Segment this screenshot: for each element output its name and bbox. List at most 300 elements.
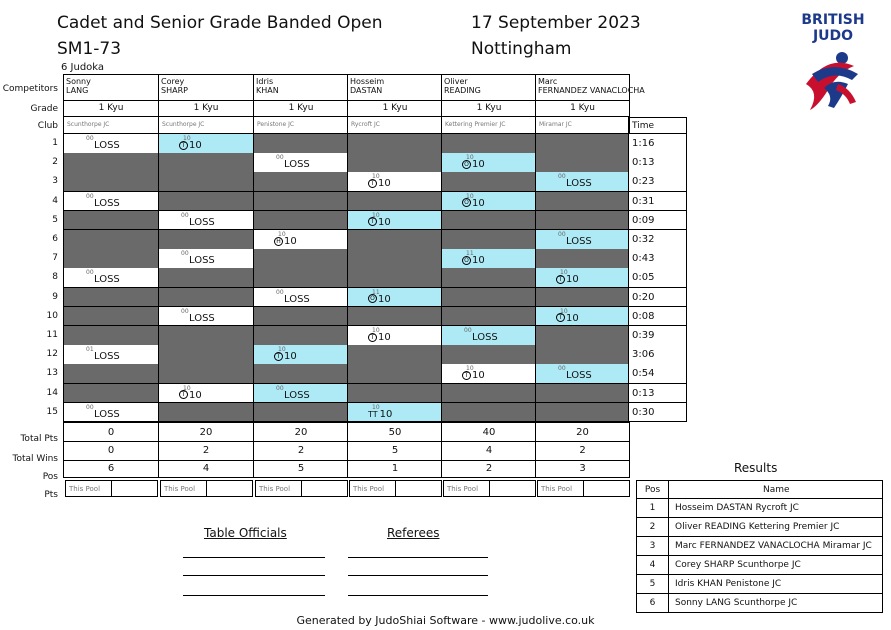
- blocked-cell: [158, 153, 253, 173]
- technique-icon: T: [556, 275, 565, 284]
- match-time: 0:08: [628, 307, 687, 327]
- position: 1: [347, 461, 442, 478]
- score-cell: [535, 172, 630, 192]
- total-points: 40: [441, 422, 536, 442]
- score-cell: [158, 134, 253, 154]
- blocked-cell: [253, 364, 348, 384]
- competitor-last-name: SHARP: [161, 86, 188, 95]
- score-cell: [441, 249, 536, 269]
- technique-icon: H: [274, 237, 283, 246]
- score-result: [189, 313, 215, 324]
- competitor-grade: 1 Kyu: [347, 101, 442, 117]
- match-number: 13: [46, 368, 58, 379]
- blocked-cell: [535, 153, 630, 173]
- competitor-club: Miramar JC: [535, 117, 630, 134]
- match-time: 0:13: [628, 153, 687, 173]
- competitor-header: [63, 74, 158, 101]
- technique-icon: T: [368, 217, 377, 226]
- score-code: 00: [558, 231, 566, 238]
- score-result: [368, 409, 392, 420]
- match-number: 8: [52, 272, 58, 283]
- blocked-cell: [158, 230, 253, 250]
- score-code: 10: [466, 365, 474, 373]
- blocked-cell: [347, 192, 442, 212]
- competitor-first-name: Oliver: [444, 77, 468, 86]
- technique-icon: T: [179, 390, 188, 399]
- score-result: [274, 236, 297, 247]
- blocked-cell: [535, 403, 630, 423]
- score-code: 00: [276, 288, 284, 296]
- technique-icon: T: [556, 313, 565, 322]
- competitor-grade: 1 Kyu: [535, 101, 630, 117]
- result-name: Sonny LANG Scunthorpe JC: [675, 598, 798, 608]
- pool-points-label: This Pool: [160, 480, 207, 497]
- score-code: 00: [464, 327, 472, 334]
- technique-icon: T: [462, 371, 471, 380]
- competitor-club: Scunthorpe JC: [63, 117, 158, 134]
- score-result: [368, 178, 391, 189]
- score-code: 00: [86, 135, 94, 142]
- score-result: [284, 159, 310, 170]
- blocked-cell: [441, 384, 536, 404]
- result-name: Idris KHAN Penistone JC: [675, 579, 782, 589]
- score-result: [94, 140, 120, 151]
- result-position: 5: [637, 575, 669, 593]
- blocked-cell: [347, 384, 442, 404]
- match-time: 0:13: [628, 384, 687, 404]
- blocked-cell: [347, 307, 442, 327]
- blocked-cell: [253, 192, 348, 212]
- competitor-club: Rycroft JC: [347, 117, 442, 134]
- blocked-cell: [441, 403, 536, 423]
- score-cell: [63, 345, 158, 365]
- score-text: 10: [472, 255, 485, 267]
- score-cell: [347, 172, 442, 192]
- total-points: 20: [535, 422, 630, 442]
- score-text: 10: [378, 332, 391, 343]
- score-code: 11: [372, 288, 380, 296]
- signature-line: [348, 575, 488, 576]
- score-result: [462, 159, 485, 170]
- score-result: [462, 198, 485, 209]
- score-cell: [158, 307, 253, 327]
- score-cell: [347, 403, 442, 423]
- score-cell: [441, 326, 536, 346]
- blocked-cell: [441, 307, 536, 327]
- match-time: 0:09: [628, 211, 687, 231]
- score-cell: [535, 268, 630, 288]
- blocked-cell: [535, 345, 630, 365]
- score-result: [94, 409, 120, 420]
- label-club: Club: [37, 121, 58, 131]
- score-result: [179, 140, 202, 151]
- score-result: [462, 370, 485, 381]
- score-cell: [63, 268, 158, 288]
- score-result: [94, 274, 120, 285]
- score-text: LOSS: [566, 178, 592, 190]
- competitor-club: Scunthorpe JC: [158, 117, 253, 134]
- blocked-cell: [347, 268, 442, 288]
- result-position: 6: [637, 594, 669, 612]
- referees-label: Referees: [387, 526, 440, 540]
- logo-text-judo: JUDO: [812, 28, 854, 44]
- blocked-cell: [158, 345, 253, 365]
- blocked-cell: [158, 403, 253, 423]
- result-position: 2: [637, 518, 669, 536]
- score-cell: [253, 153, 348, 173]
- score-cell: [535, 364, 630, 384]
- competitor-header: [158, 74, 253, 101]
- match-time: 1:16: [628, 134, 687, 154]
- label-total-pts: Total Pts: [20, 434, 58, 444]
- score-text: 10: [284, 236, 297, 247]
- match-number: 1: [52, 138, 58, 148]
- competitor-first-name: Hosseim: [350, 77, 385, 86]
- score-result: [284, 294, 310, 305]
- results-title: Results: [734, 461, 778, 475]
- technique-icon: T: [368, 333, 377, 342]
- competitor-last-name: KHAN: [256, 86, 279, 95]
- blocked-cell: [347, 345, 442, 365]
- total-wins: 4: [441, 442, 536, 461]
- score-cell: [63, 134, 158, 154]
- british-judo-logo: [798, 12, 868, 122]
- total-wins: 2: [158, 442, 253, 461]
- score-text: 10: [378, 216, 391, 228]
- technique-icon: O: [462, 160, 471, 169]
- result-name: Marc FERNANDEZ VANACLOCHA Miramar JC: [675, 541, 872, 551]
- score-code: 00: [181, 250, 189, 258]
- score-result: [566, 236, 592, 247]
- score-cell: [253, 384, 348, 404]
- blocked-cell: [63, 384, 158, 404]
- signature-line: [183, 595, 325, 596]
- result-name: Hosseim DASTAN Rycroft JC: [675, 503, 799, 513]
- blocked-cell: [63, 307, 158, 327]
- score-cell: [441, 364, 536, 384]
- blocked-cell: [347, 364, 442, 384]
- result-row: [636, 537, 883, 556]
- score-cell: [158, 384, 253, 404]
- match-number: 12: [46, 349, 58, 360]
- score-cell: [441, 153, 536, 173]
- score-code: 10: [560, 307, 568, 315]
- signature-line: [183, 575, 325, 576]
- competitor-header: [347, 74, 442, 101]
- score-cell: [535, 307, 630, 327]
- position: 5: [253, 461, 348, 478]
- score-cell: [158, 211, 253, 231]
- blocked-cell: [253, 403, 348, 423]
- score-code: 10: [372, 211, 380, 219]
- score-code: 10: [372, 327, 380, 334]
- blocked-cell: [441, 134, 536, 154]
- score-code: 00: [276, 154, 284, 162]
- score-result: [566, 178, 592, 189]
- match-time: 0:05: [628, 268, 687, 288]
- score-code: 10: [278, 346, 286, 354]
- score-code: 00: [558, 173, 566, 181]
- pool-points-box: [206, 480, 253, 497]
- match-number: 5: [52, 214, 58, 225]
- score-text: 10: [378, 178, 391, 190]
- signature-line: [348, 557, 488, 558]
- competitor-grade: 1 Kyu: [158, 101, 253, 117]
- match-number: 9: [52, 291, 58, 302]
- score-result: [368, 294, 391, 305]
- blocked-cell: [158, 192, 253, 212]
- score-text: 10: [472, 159, 485, 171]
- event-title: Cadet and Senior Grade Banded Open: [57, 13, 383, 33]
- blocked-cell: [535, 288, 630, 308]
- blocked-cell: [535, 249, 630, 269]
- score-text: 10: [189, 389, 202, 401]
- score-cell: [347, 211, 442, 231]
- blocked-cell: [253, 134, 348, 154]
- score-text: 10: [566, 312, 579, 324]
- signature-line: [183, 557, 325, 558]
- label-grade: Grade: [30, 104, 58, 114]
- score-code: 10: [466, 192, 474, 200]
- category-label: SM1-73: [57, 39, 122, 59]
- blocked-cell: [441, 288, 536, 308]
- blocked-cell: [63, 364, 158, 384]
- competitor-first-name: Marc: [538, 77, 558, 86]
- match-time: 0:23: [628, 172, 687, 192]
- match-number: 7: [52, 253, 58, 264]
- score-code: 10: [183, 135, 191, 142]
- match-number: 3: [52, 176, 58, 187]
- result-name: Corey SHARP Scunthorpe JC: [675, 560, 801, 570]
- score-result: [368, 332, 391, 343]
- blocked-cell: [535, 134, 630, 154]
- judoka-count: 6 Judoka: [61, 62, 105, 73]
- blocked-cell: [347, 230, 442, 250]
- score-code: 10: [372, 173, 380, 181]
- score-code: 00: [558, 365, 566, 373]
- score-text: LOSS: [94, 274, 120, 286]
- competitor-last-name: LANG: [66, 86, 89, 95]
- score-text: LOSS: [566, 236, 592, 247]
- competitor-header: [253, 74, 348, 101]
- blocked-cell: [535, 326, 630, 346]
- pool-points-label: This Pool: [349, 480, 396, 497]
- signature-line: [348, 595, 488, 596]
- blocked-cell: [253, 326, 348, 346]
- score-text: LOSS: [472, 332, 498, 343]
- label-pts: Pts: [44, 490, 58, 500]
- score-cell: [253, 345, 348, 365]
- score-cell: [253, 230, 348, 250]
- footer-text: Generated by JudoShiai Software - www.judolive.co.uk: [296, 614, 595, 627]
- match-time: 0:54: [628, 364, 687, 384]
- score-cell: [63, 192, 158, 212]
- result-row: [636, 575, 883, 594]
- time-header: Time: [628, 117, 687, 134]
- result-row: [636, 499, 883, 518]
- score-text: 10: [284, 351, 297, 363]
- score-text: 10: [472, 197, 485, 209]
- position: 4: [158, 461, 253, 478]
- match-number: 2: [52, 157, 58, 168]
- result-position: 1: [637, 499, 669, 517]
- pool-points-box: [583, 480, 630, 497]
- pool-points-label: This Pool: [537, 480, 584, 497]
- blocked-cell: [63, 172, 158, 192]
- result-row: [636, 518, 883, 537]
- score-text: LOSS: [189, 255, 215, 267]
- blocked-cell: [535, 192, 630, 212]
- score-result: [189, 255, 215, 266]
- score-code: 00: [86, 269, 94, 277]
- blocked-cell: [158, 326, 253, 346]
- blocked-cell: [63, 288, 158, 308]
- score-result: [179, 390, 202, 401]
- position: 2: [441, 461, 536, 478]
- result-row: [636, 594, 883, 613]
- match-time: 0:31: [628, 192, 687, 212]
- score-code: 00: [181, 211, 189, 219]
- score-code: 10: [183, 384, 191, 392]
- competitor-club: Penistone JC: [253, 117, 348, 134]
- score-text: 10: [189, 140, 202, 151]
- blocked-cell: [253, 172, 348, 192]
- competitor-first-name: Sonny: [66, 77, 91, 86]
- blocked-cell: [535, 384, 630, 404]
- results-header: [636, 480, 883, 499]
- score-text: 10: [566, 274, 579, 286]
- score-result: [274, 351, 297, 362]
- label-competitors: Competitors: [2, 84, 58, 94]
- blocked-cell: [158, 172, 253, 192]
- pool-points-box: [301, 480, 348, 497]
- competitor-grade: 1 Kyu: [63, 101, 158, 117]
- score-text: LOSS: [189, 216, 215, 228]
- technique-icon: O: [462, 256, 471, 265]
- blocked-cell: [441, 172, 536, 192]
- score-result: [189, 217, 215, 228]
- match-number: 10: [46, 310, 58, 321]
- match-time: 0:30: [628, 403, 687, 423]
- position: 6: [63, 461, 158, 478]
- score-text: 10: [379, 408, 393, 420]
- match-time: 0:43: [628, 249, 687, 269]
- judo-throw-icon: [798, 44, 868, 114]
- competitor-first-name: Idris: [256, 77, 274, 86]
- match-number: 15: [46, 406, 58, 417]
- logo-text-british: BRITISH: [801, 12, 865, 28]
- score-text: LOSS: [94, 408, 120, 420]
- event-date: 17 September 2023: [471, 13, 641, 33]
- score-code: 10: [372, 403, 380, 411]
- score-cell: [347, 326, 442, 346]
- blocked-cell: [63, 230, 158, 250]
- result-name: Oliver READING Kettering Premier JC: [675, 522, 840, 532]
- score-text: LOSS: [189, 312, 215, 324]
- score-result: [368, 217, 391, 228]
- competitor-last-name: FERNANDEZ VANACLOCHA: [538, 86, 645, 95]
- results-col-name: Name: [763, 485, 790, 495]
- blocked-cell: [63, 153, 158, 173]
- score-code: 10: [560, 269, 568, 277]
- match-number: 4: [52, 195, 58, 206]
- match-number: 14: [46, 387, 58, 398]
- blocked-cell: [253, 249, 348, 269]
- blocked-cell: [441, 345, 536, 365]
- total-wins: 2: [253, 442, 348, 461]
- technique-icon: O: [462, 198, 471, 207]
- competitor-first-name: Corey: [161, 77, 185, 86]
- score-text: LOSS: [284, 159, 310, 171]
- score-code: 01: [86, 346, 94, 354]
- competitor-grade: 1 Kyu: [253, 101, 348, 117]
- blocked-cell: [253, 211, 348, 231]
- match-time: 0:20: [628, 288, 687, 308]
- blocked-cell: [63, 249, 158, 269]
- technique-icon: T: [368, 179, 377, 188]
- technique-code: TT: [368, 409, 378, 419]
- pool-points-box: [489, 480, 536, 497]
- score-text: 10: [472, 370, 485, 382]
- blocked-cell: [158, 268, 253, 288]
- total-points: 50: [347, 422, 442, 442]
- score-text: LOSS: [284, 389, 310, 401]
- score-result: [462, 255, 485, 266]
- match-time: 0:32: [628, 230, 687, 250]
- score-text: 10: [378, 293, 391, 305]
- blocked-cell: [63, 211, 158, 231]
- result-position: 3: [637, 537, 669, 555]
- score-result: [556, 313, 579, 324]
- match-number: 6: [52, 234, 58, 244]
- total-points: 20: [158, 422, 253, 442]
- result-position: 4: [637, 556, 669, 574]
- competitor-last-name: DASTAN: [350, 86, 383, 95]
- label-pos: Pos: [42, 472, 58, 482]
- score-cell: [253, 288, 348, 308]
- score-result: [566, 370, 592, 381]
- blocked-cell: [441, 230, 536, 250]
- competitor-last-name: READING: [444, 86, 481, 95]
- score-result: [472, 332, 498, 343]
- event-location: Nottingham: [471, 39, 572, 59]
- competitor-club: Kettering Premier JC: [441, 117, 536, 134]
- score-text: LOSS: [94, 197, 120, 209]
- score-cell: [535, 230, 630, 250]
- blocked-cell: [158, 364, 253, 384]
- pool-points-box: [395, 480, 442, 497]
- match-time: 0:39: [628, 326, 687, 346]
- total-wins: 5: [347, 442, 442, 461]
- score-code: 11: [466, 250, 474, 258]
- competitor-header: [535, 74, 645, 101]
- score-cell: [347, 288, 442, 308]
- score-code: 10: [278, 231, 286, 238]
- pool-points-label: This Pool: [65, 480, 112, 497]
- label-total-wins: Total Wins: [12, 454, 58, 464]
- total-points: 0: [63, 422, 158, 442]
- score-cell: [441, 192, 536, 212]
- score-code: 00: [86, 403, 94, 411]
- score-text: LOSS: [566, 370, 592, 382]
- score-result: [556, 274, 579, 285]
- blocked-cell: [347, 153, 442, 173]
- score-result: [284, 390, 310, 401]
- score-text: LOSS: [94, 351, 120, 363]
- blocked-cell: [63, 326, 158, 346]
- position: 3: [535, 461, 630, 478]
- score-code: 00: [86, 192, 94, 200]
